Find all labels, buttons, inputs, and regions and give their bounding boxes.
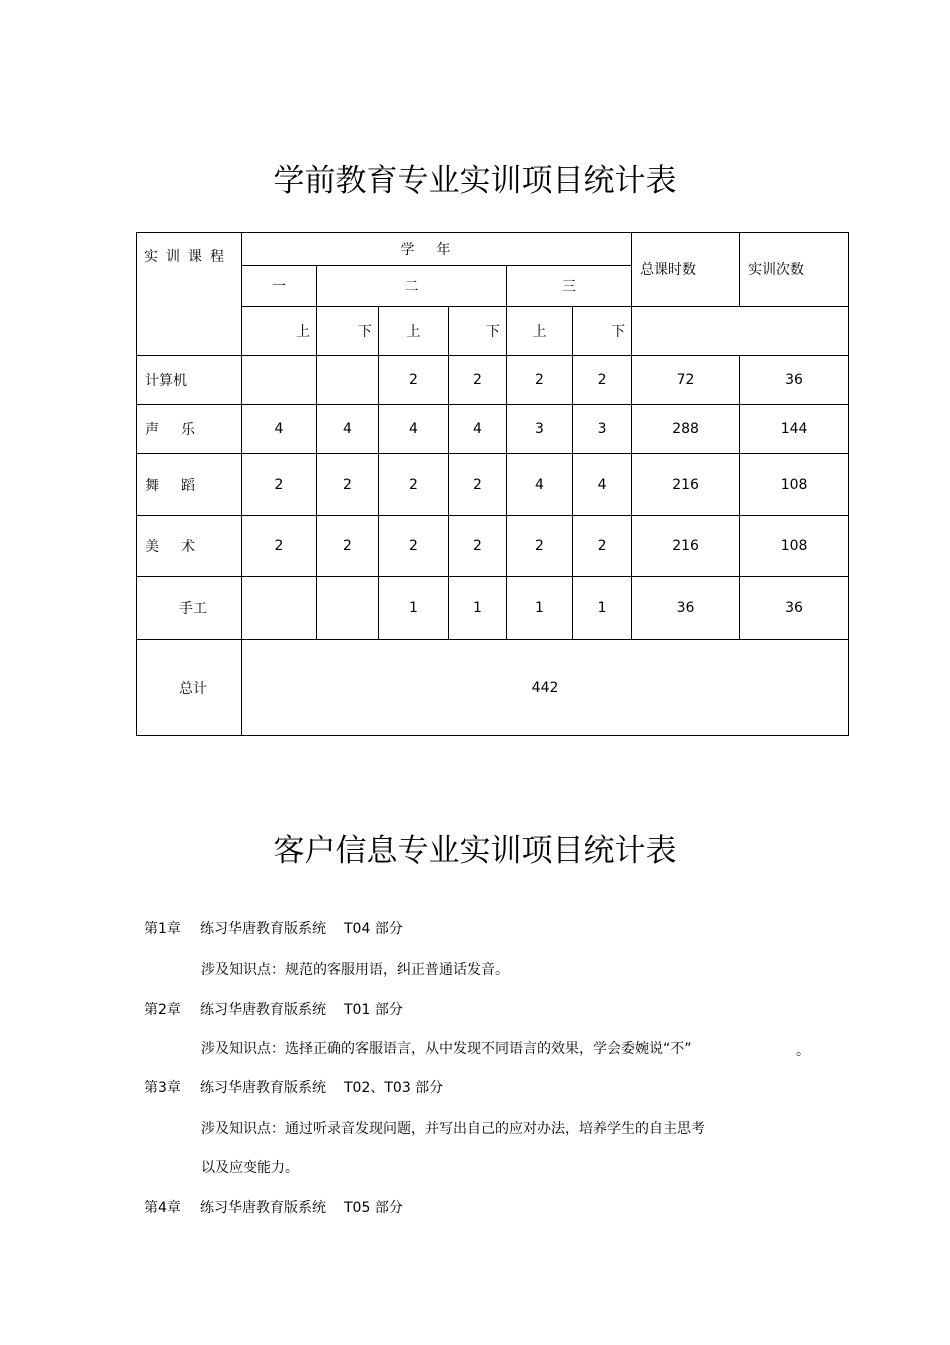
row-cell: 2 — [573, 516, 632, 577]
row-cell — [317, 356, 379, 405]
page-title-customer-info: 客户信息专业实训项目统计表 — [273, 833, 677, 869]
chapter-code: T01 部分 — [344, 1002, 403, 1018]
chapter-text: 练习华唐教育版系统 — [200, 1080, 326, 1096]
row-cell: 3 — [507, 405, 573, 454]
header-course: 实训课程 — [137, 233, 242, 356]
row-name: 舞蹈 — [137, 454, 242, 516]
row-cell: 2 — [507, 516, 573, 577]
table-row — [137, 577, 849, 640]
trailing-period: 。 — [796, 1043, 810, 1059]
row-count: 144 — [740, 405, 849, 454]
header-term: 上 — [242, 307, 317, 356]
header-term: 下 — [449, 307, 507, 356]
row-total: 288 — [632, 405, 740, 454]
header-year-2: 二 — [317, 266, 507, 307]
chapter-text: 练习华唐教育版系统 — [200, 1002, 326, 1018]
chapter-number: 第4章 — [144, 1200, 181, 1216]
row-cell: 4 — [317, 405, 379, 454]
sum-row — [137, 640, 849, 736]
table-row — [137, 516, 849, 577]
chapter-number: 第1章 — [144, 921, 181, 937]
row-cell: 2 — [379, 356, 449, 405]
row-cell: 3 — [573, 405, 632, 454]
sum-value: 442 — [242, 640, 849, 736]
row-cell: 4 — [449, 405, 507, 454]
table-row — [137, 454, 849, 516]
row-total: 216 — [632, 516, 740, 577]
row-count: 36 — [740, 577, 849, 640]
row-cell: 4 — [507, 454, 573, 516]
header-empty-cell — [632, 307, 849, 356]
row-cell: 2 — [449, 454, 507, 516]
chapter-code: T04 部分 — [344, 921, 403, 937]
row-cell: 2 — [242, 516, 317, 577]
row-name: 美术 — [137, 516, 242, 577]
row-name: 手工 — [137, 577, 242, 640]
row-cell: 2 — [379, 454, 449, 516]
knowledge-point: 以及应变能力。 — [201, 1160, 299, 1176]
chapter-heading — [144, 999, 403, 1019]
chapter-heading — [144, 1077, 443, 1097]
row-cell — [242, 356, 317, 405]
row-cell — [242, 577, 317, 640]
row-count: 108 — [740, 454, 849, 516]
row-cell: 1 — [449, 577, 507, 640]
row-name: 计算机 — [137, 356, 242, 405]
row-cell: 1 — [573, 577, 632, 640]
chapter-code: T02、T03 部分 — [344, 1080, 444, 1096]
header-term: 上 — [507, 307, 573, 356]
row-cell: 2 — [449, 356, 507, 405]
row-total: 36 — [632, 577, 740, 640]
header-total-hours: 总课时数 — [632, 233, 740, 307]
chapter-code: T05 部分 — [344, 1200, 403, 1216]
chapter-text: 练习华唐教育版系统 — [200, 1200, 326, 1216]
row-cell: 2 — [573, 356, 632, 405]
header-count: 实训次数 — [740, 233, 849, 307]
table-row — [137, 356, 849, 405]
row-count: 108 — [740, 516, 849, 577]
page-title-preschool: 学前教育专业实训项目统计表 — [273, 163, 677, 199]
sum-label: 总计 — [137, 640, 242, 736]
row-cell: 2 — [317, 454, 379, 516]
row-cell: 1 — [507, 577, 573, 640]
row-cell: 4 — [242, 405, 317, 454]
row-cell: 2 — [317, 516, 379, 577]
row-cell: 4 — [379, 405, 449, 454]
row-cell: 4 — [573, 454, 632, 516]
header-year-1: 一 — [242, 266, 317, 307]
row-cell: 2 — [242, 454, 317, 516]
header-year-3: 三 — [507, 266, 632, 307]
row-total: 216 — [632, 454, 740, 516]
header-term: 下 — [317, 307, 379, 356]
knowledge-point: 涉及知识点：通过听录音发现问题，并写出自己的应对办法，培养学生的自主思考 — [201, 1121, 705, 1137]
chapter-text: 练习华唐教育版系统 — [200, 921, 326, 937]
header-year: 学年 — [242, 233, 632, 266]
row-cell: 2 — [507, 356, 573, 405]
knowledge-point: 涉及知识点：选择正确的客服语言，从中发现不同语言的效果，学会委婉说“不” — [201, 1041, 692, 1057]
row-cell: 2 — [449, 516, 507, 577]
row-cell — [317, 577, 379, 640]
chapter-heading — [144, 1197, 403, 1217]
chapter-number: 第2章 — [144, 1002, 181, 1018]
table-row — [137, 405, 849, 454]
row-count: 36 — [740, 356, 849, 405]
header-term: 下 — [573, 307, 632, 356]
chapter-heading — [144, 918, 403, 938]
chapter-number: 第3章 — [144, 1080, 181, 1096]
knowledge-point: 涉及知识点：规范的客服用语，纠正普通话发音。 — [201, 962, 509, 978]
row-cell: 1 — [379, 577, 449, 640]
row-total: 72 — [632, 356, 740, 405]
row-cell: 2 — [379, 516, 449, 577]
preschool-training-table — [136, 232, 849, 736]
row-name: 声乐 — [137, 405, 242, 454]
header-term: 上 — [379, 307, 449, 356]
